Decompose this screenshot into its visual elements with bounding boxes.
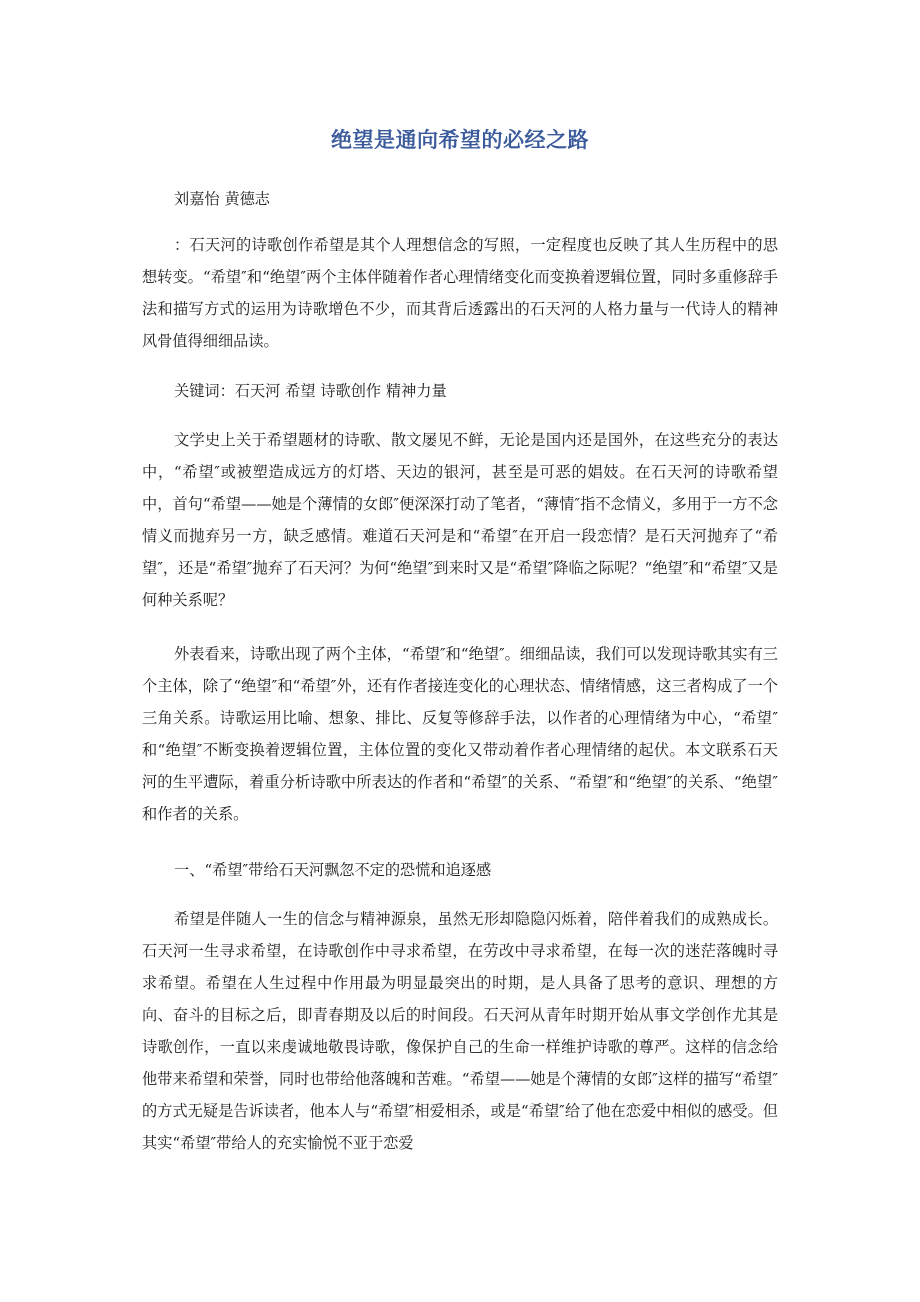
body-paragraph-1: 文学史上关于希望题材的诗歌、散文屡见不鲜，无论是国内还是国外，在这些充分的表达中，“希望″或被塑造成远方的灯塔、天边的银河，甚至是可恶的娼妓。在石天河的诗歌希望中，首句“希望——她是个薄情的女郎″便深深打动了笔者，“薄情″指不念情义，多用于一方不念情义而抛弃另一方，缺乏感情。难道石天河是和“希望″在开启一段恋情？是石天河抛弃了“希望″，还是“希望″抛弃了石天河？为何“绝望″到来时又是“希望″降临之际呢？“绝望″和“希望″又是何种关系呢？ [142, 431, 778, 609]
body-paragraph-2: 外表看来，诗歌出现了两个主体，“希望″和“绝望″。细细品读，我们可以发现诗歌其实有三个主体，除了“绝望″和“希望″外，还有作者接连变化的心理状态、情绪情感，这三者构成了一个三角关系。诗歌运用比喻、想象、排比、反复等修辞手法，以作者的心理情绪为中心，“希望″和“绝望″不断变换着逻辑位置，主体位置的变化又带动着作者心理情绪的起伏。本文联系石天河的生平遭际，着重分析诗歌中所表达的作者和“希望″的关系、“希望″和“绝望″的关系、“绝望″和作者的关系。 [142, 645, 778, 823]
abstract-paragraph: ：石天河的诗歌创作希望是其个人理想信念的写照，一定程度也反映了其人生历程中的思想转变。“希望″和“绝望″两个主体伴随着作者心理情绪变化而变换着逻辑位置，同时多重修辞手法和描写方式的运用为诗歌增色不少，而其背后透露出的石天河的人格力量与一代诗人的精神风骨值得细细品读。 [142, 236, 778, 350]
body-paragraph-3: 希望是伴随人一生的信念与精神源泉，虽然无形却隐隐闪烁着，陪伴着我们的成熟成长。石天河一生寻求希望，在诗歌创作中寻求希望，在劳改中寻求希望，在每一次的迷茫落魄时寻求希望。希望在人生过程中作用最为明显最突出的时期，是人具备了思考的意识、理想的方向、奋斗的目标之后，即青春期及以后的时间段。石天河从青年时期开始从事文学创作尤其是诗歌创作，一直以来虔诚地敬畏诗歌，像保护自己的生命一样维护诗歌的尊严。这样的信念给他带来希望和荣誉，同时也带给他落魄和苦难。“希望——她是个薄情的女郎″这样的描写“希望″的方式无疑是告诉读者，他本人与“希望″相爱相杀，或是“希望″给了他在恋爱中相似的感受。但其实“希望″带给人的充实愉悦不亚于恋爱 [142, 910, 778, 1152]
keywords-line: 关键词：石天河 希望 诗歌创作 精神力量 [174, 382, 447, 400]
authors-line: 刘嘉怡 黄德志 [174, 190, 270, 208]
section-heading: 一、“希望″带给石天河飘忽不定的恐慌和追逐感 [174, 861, 492, 879]
page-title: 绝望是通向希望的必经之路 [331, 128, 589, 152]
